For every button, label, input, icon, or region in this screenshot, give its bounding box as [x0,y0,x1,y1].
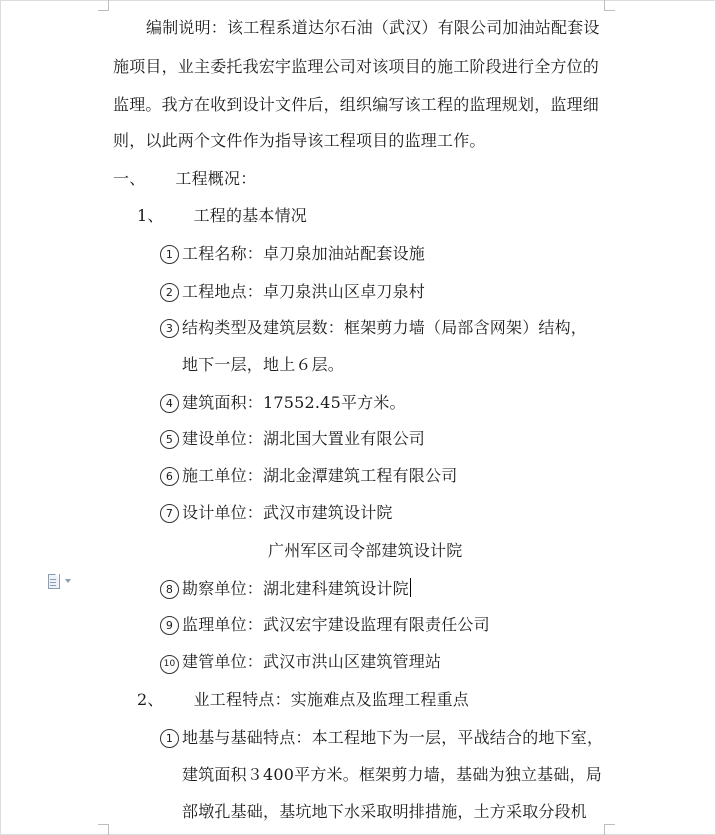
list-item [160,429,425,449]
list-item-continuation: 部墩孔基础，基坑地下水采取明排措施，土方采取分段机 [182,802,588,821]
list-item-text: 施工单位：湖北金潭建筑工程有限公司 [182,466,458,485]
list-item [160,503,393,523]
intro-line-3: 监理。我方在收到设计文件后，组织编写该工程的监理规划，监理细 [113,95,600,114]
intro-line-1: 编制说明：该工程系道达尔石油（武汉）有限公司加油站配套设 [146,18,600,37]
chevron-down-icon[interactable] [65,579,71,583]
subsection-heading-2 [137,690,469,710]
circled-number: 5 [160,430,179,449]
section-heading-1 [113,169,256,189]
circled-number: 7 [160,504,179,523]
crop-mark-bottom-right [604,824,615,835]
subsection-marker: 2、 [137,690,164,709]
list-item [160,615,490,635]
circled-number: 9 [160,616,179,635]
circled-number: 1 [160,245,179,264]
list-item-text: 工程地点：卓刀泉洪山区卓刀泉村 [182,282,426,301]
subsection-marker: 1、 [137,206,164,225]
list-item-text: 建设单位：湖北国大置业有限公司 [182,429,426,448]
circled-number: 8 [160,580,179,599]
list-item [160,728,603,748]
crop-mark-top-right [604,0,615,11]
circled-number: 1 [160,729,179,748]
document-icon[interactable] [48,574,59,588]
list-item-continuation: 建筑面积３400平方米。框架剪力墙，基础为独立基础，局 [182,765,602,784]
subsection-heading-1 [137,206,307,226]
intro-line-2: 施项目，业主委托我宏宇监理公司对该项目的施工阶段进行全方位的 [113,57,600,76]
list-item-continuation: 地下一层，地上６层。 [182,355,345,374]
crop-mark-bottom-left [98,824,109,835]
list-item-text: 工程名称：卓刀泉加油站配套设施 [182,244,426,263]
circled-number: 3 [160,319,179,338]
text-cursor [410,578,411,597]
crop-mark-top-left [98,0,109,11]
list-item [160,466,457,486]
section-title: 工程概况： [175,169,257,188]
circled-number: 10 [160,655,179,674]
list-item-text: 地基与基础特点：本工程地下为一层，平战结合的地下室， [182,728,604,747]
list-item-text: 建管单位：武汉市洪山区建筑管理站 [182,652,442,671]
list-item [160,244,425,264]
list-item [160,393,406,413]
subsection-title: 工程的基本情况 [193,206,307,225]
intro-line-4: 则，以此两个文件作为指导该工程项目的监理工作。 [113,131,486,150]
circled-number: 2 [160,283,179,302]
list-item [160,318,587,338]
list-item-text: 建筑面积：17552.45平方米。 [182,393,406,412]
list-item-text: 设计单位：武汉市建筑设计院 [182,503,393,522]
subsection-title: 业工程特点：实施难点及监理工程重点 [193,690,469,709]
list-item-text: 结构类型及建筑层数：框架剪力墙（局部含网架）结构， [182,318,588,337]
circled-number: 6 [160,467,179,486]
list-item [160,578,411,599]
circled-number: 4 [160,394,179,413]
list-item-text: 监理单位：武汉宏宇建设监理有限责任公司 [182,615,490,634]
list-item [160,282,425,302]
section-marker: 一、 [113,169,146,188]
list-item-continuation: 广州军区司令部建筑设计院 [268,541,463,560]
list-item-text: 勘察单位：湖北建科建筑设计院 [182,579,409,598]
list-item [160,652,441,674]
